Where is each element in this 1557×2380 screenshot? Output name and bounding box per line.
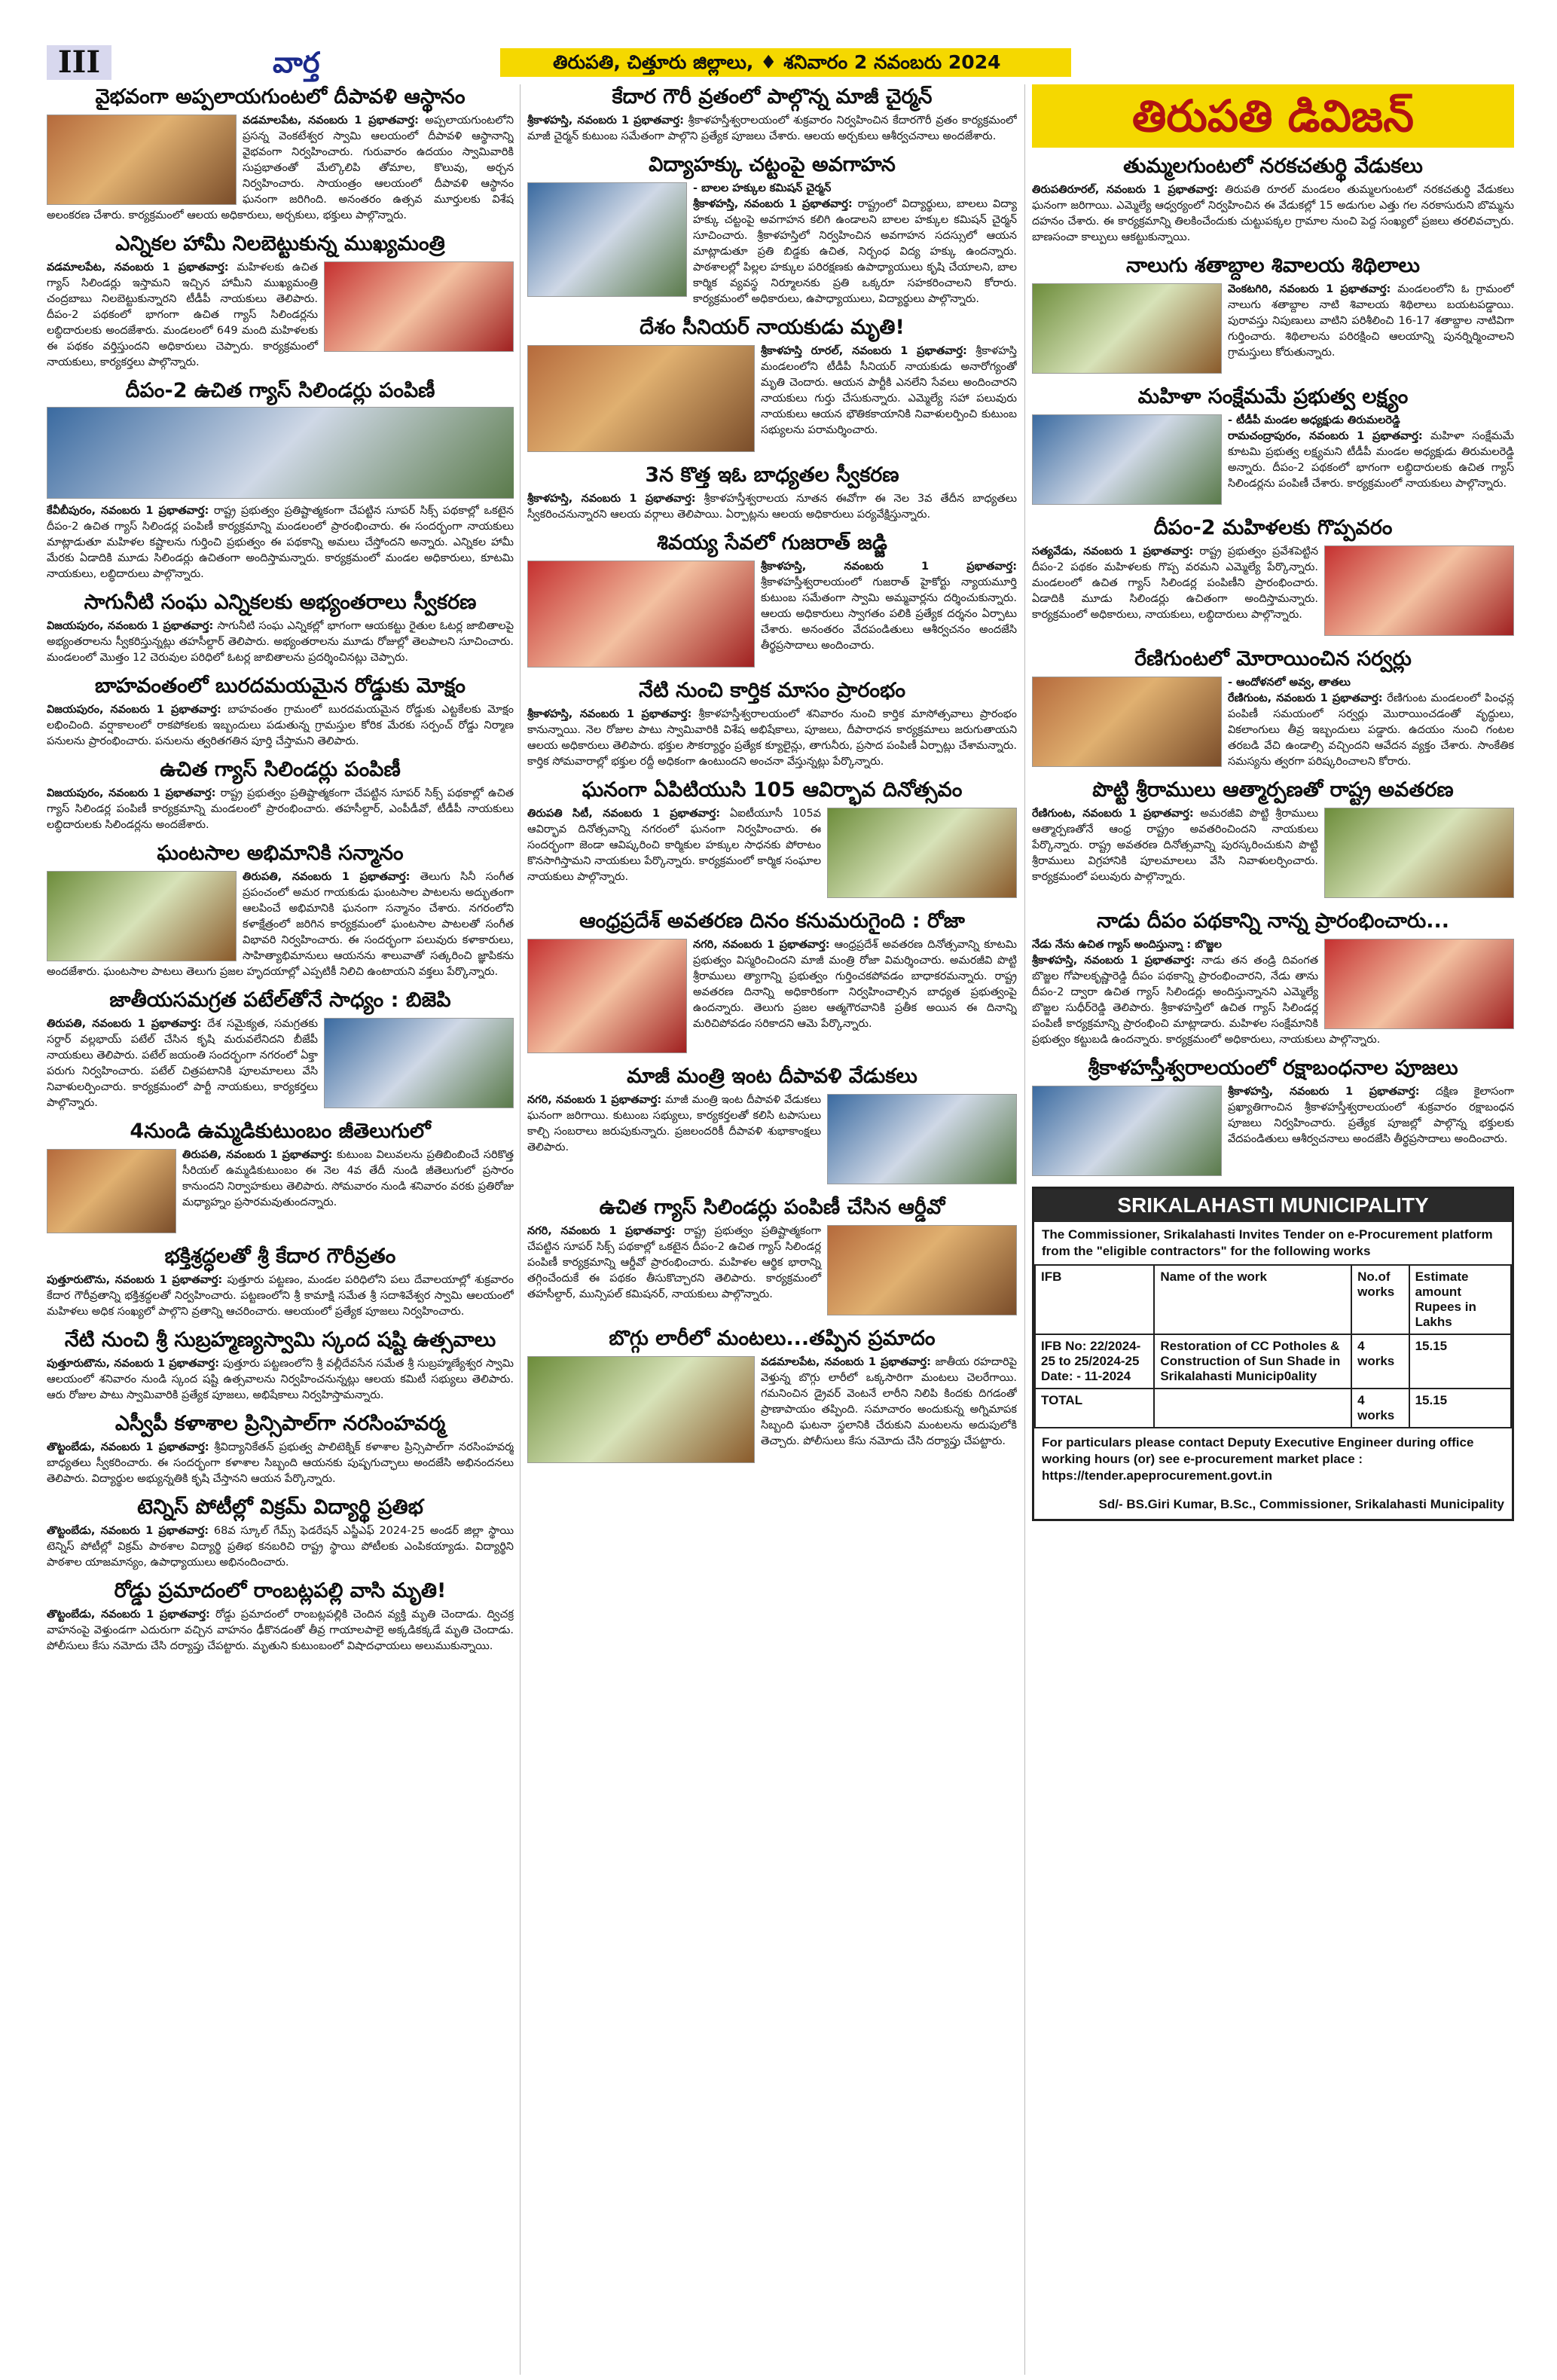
article — [47, 1119, 514, 1236]
article — [47, 590, 514, 666]
article — [1032, 384, 1514, 508]
subline: నేడు నేను ఉచిత గ్యాస్ అందిస్తున్నా : బొజ్జల — [1032, 939, 1222, 951]
headline: టెన్నిస్ పోటీల్లో విక్రమ్ విద్యార్థి ప్రతిభ — [137, 1496, 423, 1519]
empty-cell — [1154, 1389, 1351, 1428]
article — [527, 84, 1017, 145]
news-photo — [527, 345, 755, 452]
ad-title: SRIKALAHASTI MUNICIPALITY — [1034, 1189, 1512, 1222]
news-photo — [1032, 283, 1222, 374]
column-divider — [520, 84, 521, 2375]
headline: బాహవంతంలో బురదమయమైన రోడ్డుకు మోక్షం — [95, 674, 466, 698]
dateline: విజయపురం, నవంబరు 1 ప్రభాతవార్త: — [47, 620, 214, 632]
headline: రోడ్డు ప్రమాదంలో రాంబట్లపల్లి వాసి మృతి! — [114, 1579, 447, 1602]
page-header — [47, 45, 1507, 80]
table-header-row — [1035, 1265, 1511, 1334]
article — [527, 152, 1017, 307]
body-text: పుత్తూరు పట్టణంలోని శ్రీ వల్లీదేవసేన సమేత శ్రీ సుబ్రహ్మణ్యేశ్వర స్వామి ఆలయంలో శనివారం నుండి స్కంద షష్టి ఉత్సవాలను నిర్వహించనున్నట్లు ఆలయ కమిటీ సభ్యులు తెలిపారు. ఆరు రోజుల పాటు స్వామివారికి ప్రత్యేక పూజలు, అభిషేకాలు నిర్వహిస్తామన్నారు. — [47, 1358, 514, 1401]
headline: జాతీయసమగ్రత పటేల్‌తోనే సాధ్యం : బిజెపి — [109, 988, 451, 1012]
column-divider — [1024, 84, 1025, 2375]
article — [47, 378, 514, 582]
article — [47, 231, 514, 371]
page-number: III — [47, 45, 111, 80]
news-photo — [47, 407, 514, 499]
article-body — [527, 491, 1017, 523]
article — [47, 674, 514, 750]
headline: శివయ్య సేవలో గుజరాత్ జడ్జి — [657, 531, 887, 555]
body-text: కుటుంబ విలువలను ప్రతిబింబించే సరికొత్త సీరియల్ ఉమ్మడికుటుంబం ఈ నెల 4వ తేదీ నుండి జీతెలుగులో ప్రసారం కానుందని నిర్వాహకులు తెలిపారు. సోమవారం నుండి శనివారం వరకు ప్రతిరోజు మధ్యాహ్నం ప్రసారమవుతుందన్నారు. — [182, 1149, 514, 1208]
article-body — [47, 503, 514, 582]
news-photo — [1032, 677, 1222, 767]
body-text: మాజీ మంత్రి ఇంట దీపావళి వేడుకలు ఘనంగా జరిగాయి. కుటుంబ సభ్యులు, కార్యకర్తలతో కలిసి టపాసులు కాల్చి సంబరాలు జరుపుకున్నారు. ప్రజలందరికీ దీపావళి శుభాకాంక్షలు తెలిపారు. — [527, 1094, 821, 1153]
article — [1032, 253, 1514, 377]
dateline: శ్రీకాళహస్తి, నవంబరు 1 ప్రభాతవార్త: — [527, 493, 696, 505]
dateline: పుత్తూరుటౌను, నవంబరు 1 ప్రభాతవార్త: — [47, 1274, 223, 1286]
body-text: అమరజీవి పొట్టి శ్రీరాములు ఆత్మార్పణతోనే ఆంధ్ర రాష్ట్రం అవతరించిందని నాయకులు పేర్కొన్నారు. రాష్ట్ర అవతరణ దినోత్సవాన్ని పురస్కరించుకుని పొట్టి శ్రీరాములు విగ్రహానికి పూలమాలలు వేసి నివాళులర్పించారు. కార్యక్రమంలో పలువురు పాల్గొన్నారు. — [1032, 808, 1319, 883]
body-text: శ్రీకాళహస్తీశ్వరాలయంలో శుక్రవారం నిర్వహించిన కేదారగౌరీ వ్రతం కార్యక్రమంలో మాజీ చైర్మన్ కుటుంబ సమేతంగా పాల్గొని ప్రత్యేక పూజలు చేశారు. ఆలయ అర్చకులు ఆశీర్వచనాలు అందజేశారు. — [527, 115, 1017, 142]
amount-cell: 15.15 — [1409, 1334, 1511, 1389]
headline: విద్యాహక్కు చట్టంపై అవగాహన — [649, 153, 896, 176]
dateline: శ్రీకాళహస్తి, నవంబరు 1 ప్రభాతవార్త: — [1228, 1086, 1420, 1098]
body-text: రాష్ట్ర ప్రభుత్వం ప్రతిష్టాత్మకంగా చేపట్టిన సూపర్ సిక్స్ పథకాల్లో ఒకటైన దీపం-2 ఉచిత గ్యాస్ సిలిండర్ల పంపిణీ కార్యక్రమాన్ని ఆర్డీవో ప్రారంభించారు. మహిళల ఆర్థిక భారాన్ని తగ్గించేందుకే ఈ పథకం తీసుకొచ్చారని తెలిపారు. కార్యక్రమంలో తహసీల్దార్, మున్సిపల్ కమిషనర్, నాయకులు పాల్గొన్నారు. — [527, 1225, 822, 1300]
article-body — [47, 786, 514, 833]
news-photo — [47, 1149, 176, 1233]
body-text: శ్రీకాళహస్తి మండలంలోని టీడీపీ సీనియర్ నాయకుడు అనారోగ్యంతో మృతి చెందారు. ఆయన పార్టీకి ఎనలేని సేవలు అందించారని నాయకులు గుర్తు చేసుకున్నారు. ఎమ్మెల్యే సహా పలువురు నాయకులు ఆయన భౌతికకాయానికి నివాళులర్పించి కుటుంబ సభ్యులను పరామర్శించారు. — [761, 345, 1017, 436]
article-body — [47, 1440, 514, 1487]
portrait-photo — [527, 939, 687, 1053]
news-photo — [324, 1018, 514, 1108]
article-body — [47, 1607, 514, 1654]
dateline: శ్రీకాళహస్తి, నవంబరు 1 ప్రభాతవార్త: — [1032, 955, 1195, 967]
dateline: నగరి, నవంబరు 1 ప్రభాతవార్త: — [527, 1094, 662, 1106]
total-label: TOTAL — [1035, 1389, 1154, 1428]
body-text: పుత్తూరు పట్టణం, మండల పరిధిలోని పలు దేవాలయాల్లో శుక్రవారం కేదార గౌరీవ్రతాన్ని భక్తిశ్రద్ధలతో నిర్వహించారు. పట్టణంలోని శ్రీ కామాక్షి సమేత శ్రీ సదాశివేశ్వర స్వామి ఆలయంలో మహిళలు అధిక సంఖ్యలో పాల్గొని వ్రతాన్ని ఆచరించారు. ఆలయంలో ప్రత్యేక పూజలు నిర్వహించారు. — [47, 1274, 514, 1318]
news-photo — [1324, 545, 1514, 636]
headline: ఉచిత గ్యాస్ సిలిండర్లు పంపిణీ — [160, 758, 401, 781]
subline: - టీడీపీ మండల అధ్యక్షుడు తిరుమలరెడ్డి — [1228, 414, 1400, 426]
body-text: శ్రీకాళహస్తీశ్వరాలయంలో గుజరాత్ హైకోర్టు న్యాయమూర్తి కుటుంబ సమేతంగా స్వామి అమ్మవార్లను దర్శించుకున్నారు. ఆలయ అధికారులు స్వాగతం పలికి ప్రత్యేక దర్శనం ఏర్పాటు చేశారు. అనంతరం వేదపండితులు ఆశీర్వచనం అందజేసి తీర్థప్రసాదాలు అందించారు. — [761, 576, 1017, 652]
dateline: వడమాలపేట, నవంబరు 1 ప్రభాతవార్త: — [761, 1356, 931, 1368]
ad-signature: Sd/- BS.Giri Kumar, B.Sc., Commissioner, Srikalahasti Municipality — [1098, 1497, 1504, 1511]
news-photo — [47, 871, 237, 961]
dateline: శ్రీకాళహస్తి, నవంబరు 1 ప్రభాతవార్త: — [527, 115, 684, 127]
headline: పొట్టి శ్రీరాములు ఆత్మార్పణతో రాష్ట్ర అవతరణ — [1092, 778, 1454, 802]
headline: ఎన్నికల హామీ నిలబెట్టుకున్న ముఖ్యమంత్రి — [115, 232, 445, 255]
column-1 — [47, 84, 514, 2378]
article — [527, 530, 1017, 671]
article — [47, 841, 514, 980]
news-photo — [827, 1225, 1017, 1315]
dateline: కేవీబీపురం, నవంబరు 1 ప్రభాతవార్త: — [47, 505, 209, 517]
dateline: రేణిగుంట, నవంబరు 1 ప్రభాతవార్త: — [1032, 808, 1194, 820]
article — [47, 1327, 514, 1404]
news-photo — [1324, 808, 1514, 898]
headline: ఘనంగా ఏపిటియుసి 105 ఆవిర్భావ దినోత్సవం — [582, 778, 963, 802]
headline: కేదార గౌరీ వ్రతంలో పాల్గొన్న మాజీ చైర్మన్ — [612, 85, 933, 108]
body-text: శ్రీకాళహస్తీశ్వరాలయంలో శనివారం నుంచి కార్తిక మాసోత్సవాలు ప్రారంభం కానున్నాయి. నెల రోజుల పాటు స్వామివారికి విశేష అభిషేకాలు, పూజలు, దీపారాధన కార్యక్రమాలు జరుగుతాయని ఆలయ అధికారులు తెలిపారు. భక్తుల సౌకర్యార్థం ప్రత్యేక క్యూలైన్లు, తాగునీరు, ప్రసాద పంపిణీ ఏర్పాట్లు చేశామన్నారు. కార్తిక సోమవారాల్లో భక్తుల రద్దీ అధికంగా ఉంటుందని అంచనా వేస్తున్నట్లు పేర్కొన్నారు. — [527, 708, 1017, 768]
article — [47, 1578, 514, 1654]
dateline: నగరి, నవంబరు 1 ప్రభాతవార్త: — [693, 939, 830, 951]
article — [47, 1244, 514, 1320]
article — [47, 1411, 514, 1487]
portrait-photo — [527, 182, 687, 297]
table-row — [1035, 1334, 1511, 1389]
subline: - బాలల హక్కుల కమిషన్ చైర్మన్ — [693, 182, 832, 194]
dateline: రామచంద్రాపురం, నవంబరు 1 ప్రభాతవార్త: — [1228, 430, 1423, 442]
headline: ఎస్వీపీ కళాశాల ప్రిన్సిపాల్‌గా నరసింహవర్మ — [114, 1412, 446, 1435]
dateline: తొట్టంబేడు, నవంబరు 1 ప్రభాతవార్త: — [47, 1609, 210, 1621]
article-body — [47, 1523, 514, 1571]
headline: ఘంటసాల అభిమానికి సన్మానం — [157, 842, 404, 865]
news-photo — [527, 1356, 755, 1463]
news-photo — [827, 1094, 1017, 1184]
body-text: జాతీయ రహదారిపై వెళ్తున్న బొగ్గు లారీలో ఒక్కసారిగా మంటలు చెలరేగాయి. గమనించిన డ్రైవర్ వెంటనే లారీని నిలిపి కిందకు దిగడంతో ప్రాణాపాయం తప్పింది. సమాచారం అందుకున్న అగ్నిమాపక సిబ్బంది ఘటనా స్థలానికి చేరుకుని మంటలను అదుపులోకి తెచ్చారు. పోలీసులు కేసు నమోదు చేసి దర్యాప్తు చేపట్టారు. — [761, 1356, 1017, 1447]
headline: నేటి నుంచి శ్రీ సుబ్రహ్మణ్యస్వామి స్కంద షష్టి ఉత్సవాలు — [64, 1328, 496, 1352]
dateline: తిరుపతి, నవంబరు 1 ప్రభాతవార్త: — [243, 871, 411, 883]
article — [1032, 778, 1514, 901]
body-text: ఏఐటీయూసీ 105వ ఆవిర్భావ దినోత్సవాన్ని నగరంలో ఘనంగా నిర్వహించారు. ఈ సందర్భంగా జెండా ఆవిష్కరించి కార్మికుల హక్కుల సాధనకు పోరాటం కొనసాగిస్తామని నాయకులు పేర్కొన్నారు. కార్యక్రమంలో కార్మిక సంఘాల నాయకులు పాల్గొన్నారు. — [527, 808, 821, 883]
body-text: రాష్ట్ర ప్రభుత్వం ప్రవేశపెట్టిన దీపం-2 పథకం మహిళలకు గొప్ప వరమని ఎమ్మెల్యే పేర్కొన్నారు. మండలంలో ఉచిత గ్యాస్ సిలిండర్ల పంపిణీని ప్రారంభించారు. ఏడాదికి మూడు సిలిండర్లు ఉచితంగా అందిస్తామన్నారు. కార్యక్రమంలో అధికారులు, నాయకులు, లబ్ధిదారులు పాల్గొన్నారు. — [1032, 545, 1319, 621]
news-photo — [324, 261, 514, 352]
body-text: మండలంలోని ఓ గ్రామంలో నాలుగు శతాబ్దాల నాటి శివాలయ శిథిలాలు బయటపడ్డాయి. పురావస్తు నిపుణులు వాటిని పరిశీలించి 16-17 శతాబ్దాల నాటివిగా గుర్తించారు. శిథిలాలను పరిరక్షించి ఆలయాన్ని పునర్నిర్మించాలని గ్రామస్తులు కోరుతున్నారు. — [1228, 283, 1514, 359]
body-text: రాష్ట్ర ప్రభుత్వం ప్రతిష్టాత్మకంగా చేపట్టిన సూపర్ సిక్స్ పథకాల్లో ఒకటైన దీపం-2 ఉచిత గ్యాస్ సిలిండర్ల పంపిణీ కార్యక్రమాన్ని మండలంలో ప్రారంభించారు. ఈ సందర్భంగా నాయకులు మాట్లాడుతూ మహిళల కష్టాలను గుర్తించి ప్రభుత్వం ఈ పథకాన్ని అమలు చేస్తోందని అన్నారు. ఎన్నికల హామీ మేరకు ఏడాదికి మూడు సిలిండర్లు ఉచితంగా అందిస్తామన్నారు. కార్యక్రమంలో మండల అధికారులు, కూటమి నాయకులు, లబ్ధిదారులు పాల్గొన్నారు. — [47, 505, 514, 580]
column-header: IFB — [1035, 1265, 1154, 1334]
edition-band: తిరుపతి, చిత్తూరు జిల్లాలు, ♦ శనివారం 2 నవంబరు 2024 — [500, 48, 1071, 77]
headline: దీపం-2 ఉచిత గ్యాస్ సిలిండర్లు పంపిణీ — [125, 379, 435, 402]
ad-note: For particulars please contact Deputy Executive Engineer during office working hours (or) see e-procurement market place : https://tender.apeprocurement.govt.in — [1042, 1435, 1474, 1483]
ifb-cell: IFB No: 22/2024-25 to 25/2024-25 Date: - 11-2024 — [1035, 1334, 1154, 1389]
body-text: నాడు తన తండ్రి దివంగత బొజ్జల గోపాలకృష్ణారెడ్డి దీపం పథకాన్ని ప్రారంభించారని, నేడు తాను దీపం-2 ద్వారా ఉచిత గ్యాస్ సిలిండర్లు అందిస్తున్నానని ఎమ్మెల్యే బొజ్జల సుధీర్‌రెడ్డి తెలిపారు. శ్రీకాళహస్తిలో ఉచిత గ్యాస్ సిలిండర్ల పంపిణీ కార్యక్రమాన్ని ప్రారంభించి మాట్లాడారు. మహిళల సంక్షేమానికి ప్రభుత్వం కట్టుబడి ఉందన్నారు. కార్యక్రమంలో అధికారులు, నాయకులు పాల్గొన్నారు. — [1032, 955, 1381, 1046]
headline: దీపం-2 మహిళలకు గొప్పవరం — [1153, 516, 1393, 539]
subline: - ఆందోళనలో అవ్వ, తాతలు — [1228, 677, 1351, 689]
body-text: రాష్ట్రంలో విద్యార్థులు, బాలలు విద్యా హక్కు చట్టంపై అవగాహన కలిగి ఉండాలని బాలల హక్కుల కమిషన్ చైర్మన్ సూచించారు. శ్రీకాళహస్తిలో నిర్వహించిన అవగాహన సదస్సులో ఆయన మాట్లాడుతూ ప్రతి బిడ్డకు ఉచిత, నిర్బంధ విద్య హక్కు ఉందన్నారు. పాఠశాలల్లో పిల్లల హక్కుల పరిరక్షణకు ఉపాధ్యాయులు కృషి చేయాలని, బాల కార్మిక వ్యవస్థ నిర్మూలనకు ప్రతి ఒక్కరూ సహకరించాలని కోరారు. కార్యక్రమంలో అధికారులు, ఉపాధ్యాయులు, విద్యార్థులు పాల్గొన్నారు. — [693, 198, 1017, 305]
article — [527, 1195, 1017, 1318]
article — [47, 988, 514, 1111]
article-body — [47, 619, 514, 666]
headline: సాగునీటి సంఘ ఎన్నికలకు అభ్యంతరాలు స్వీకరణ — [84, 591, 477, 614]
article — [527, 778, 1017, 901]
dateline: శ్రీకాళహస్తి రూరల్, నవంబరు 1 ప్రభాతవార్త: — [761, 345, 967, 357]
article — [527, 1326, 1017, 1466]
article-body — [527, 707, 1017, 770]
body-text: శ్రీకాళహస్తీశ్వరాలయ నూతన ఈవోగా ఈ నెల 3వ తేదీన బాధ్యతలు స్వీకరించనున్నారని ఆలయ వర్గాలు తెలిపాయి. ఏర్పాట్లను ఆలయ అధికారులు పర్యవేక్షిస్తున్నారు. — [527, 493, 1017, 521]
headline: నేటి నుంచి కార్తిక మాసం ప్రారంభం — [638, 679, 906, 702]
body-text: అప్పలాయగుంటలోని ప్రసన్న వెంకటేశ్వర స్వామి ఆలయంలో దీపావళి ఆస్థానాన్ని వైభవంగా నిర్వహించారు. గురువారం ఉదయం స్వామివారికి సుప్రభాతంతో మేల్కొలిపి తోమాల, కొలువు, అర్చన నిర్వహించారు. సాయంత్రం ఆలయంలో దీపావళి ఆస్థానం ఘనంగా జరిగింది. అనంతరం ఉత్సవ మూర్తులకు విశేష అలంకరణ చేశారు. కార్యక్రమంలో ఆలయ అధికారులు, అర్చకులు, భక్తులు పాల్గొన్నారు. — [47, 115, 514, 222]
article-body — [527, 113, 1017, 145]
body-text: రాష్ట్ర ప్రభుత్వం ప్రతిష్టాత్మకంగా చేపట్టిన సూపర్ సిక్స్ పథకాల్లో ఉచిత గ్యాస్ సిలిండర్ల పంపిణీ కార్యక్రమాన్ని మండలంలో ప్రారంభించారు. తహసీల్దార్, ఎంపీడీవో, టీడీపీ నాయకులు లబ్ధిదారులకు సిలిండర్లను అందజేశారు. — [47, 787, 514, 831]
article-body — [47, 1356, 514, 1404]
headline: బొగ్గు లారీలో మంటలు...తప్పిన ప్రమాదం — [609, 1327, 936, 1350]
division-title: తిరుపతి డివిజన్ — [1032, 84, 1514, 148]
headline: దేశం సీనియర్ నాయకుడు మృతి! — [640, 316, 905, 339]
headline: శ్రీకాళహస్తీశ్వరాలయంలో రక్షాబంధనాల పూజలు — [1088, 1056, 1458, 1080]
body-text: మహిళలకు ఉచిత గ్యాస్ సిలిండర్లు ఇస్తామని ఇచ్చిన హామీని ముఖ్యమంత్రి చంద్రబాబు నిలబెట్టుకున్నారని టీడీపీ నాయకులు తెలిపారు. దీపం-2 పథకంలో భాగంగా ఉచిత గ్యాస్ సిలిండర్లను లబ్ధిదారులకు అందజేశారు. మండలంలో 649 మంది మహిళలకు ఈ పథకం వర్తిస్తుందని అధికారులు చెప్పారు. కార్యక్రమంలో నాయకులు, కార్యకర్తలు పాల్గొన్నారు. — [47, 261, 319, 368]
headline: వైభవంగా అప్పలాయగుంటలో దీపావళి ఆస్థానం — [95, 85, 466, 108]
body-text: తిరుపతి రూరల్ మండలం తుమ్మలగుంటలో నరకచతుర్థి వేడుకలు ఘనంగా జరిగాయి. ఎమ్మెల్యే ఆధ్వర్యంలో నిర్వహించిన ఈ వేడుకల్లో 15 అడుగుల ఎత్తు గల నరకాసురుని బొమ్మను దహనం చేశారు. ఈ కార్యక్రమాన్ని తిలకించేందుకు చుట్టుపక్కల గ్రామాల నుంచి పెద్ద సంఖ్యలో ప్రజలు తరలివచ్చారు. బాణసంచా కాల్పులు ఆకట్టుకున్నాయి. — [1032, 184, 1514, 243]
dateline: సత్యవేడు, నవంబరు 1 ప్రభాతవార్త: — [1032, 545, 1194, 558]
body-text: సాగునీటి సంఘ ఎన్నికల్లో భాగంగా ఆయకట్టు రైతుల ఓటర్ల జాబితాలపై అభ్యంతరాలను స్వీకరిస్తున్నట్లు తహసీల్దార్ తెలిపారు. అభ్యంతరాలను మూడు రోజుల్లో తెలపాలని సూచించారు. మండలంలో మొత్తం 12 చెరువుల పరిధిలో ఓటర్ల జాబితాలను ప్రదర్శించినట్లు చెప్పారు. — [47, 620, 514, 664]
dateline: వడమాలపేట, నవంబరు 1 ప్రభాతవార్త: — [47, 261, 229, 273]
headline: భక్తిశ్రద్ధలతో శ్రీ కేదార గౌరీవ్రతం — [164, 1245, 396, 1268]
body-text: రోడ్డు ప్రమాదంలో రాంబట్లపల్లికి చెందిన వ్యక్తి మృతి చెందాడు. ద్విచక్ర వాహనంపై వెళ్తుండగా ఎదురుగా వచ్చిన వాహనం ఢీకొనడంతో తీవ్ర గాయాలపాలై అక్కడికక్కడే మృతి చెందాడు. పోలీసులు కేసు నమోదు చేసి దర్యాప్తు చేపట్టారు. మృతుని కుటుంబంలో విషాదఛాయలు అలుముకున్నాయి. — [47, 1609, 514, 1652]
article-body — [47, 1272, 514, 1320]
news-photo — [1324, 939, 1514, 1029]
headline: తుమ్మలగుంటలో నరకచతుర్థి వేడుకలు — [1123, 154, 1423, 178]
article — [47, 757, 514, 833]
paper-name: వార్త — [273, 46, 320, 79]
column-header: No.of works — [1351, 1265, 1409, 1334]
column-2 — [527, 84, 1017, 2378]
article — [47, 84, 514, 224]
column-3 — [1032, 84, 1514, 2378]
article — [527, 463, 1017, 523]
article — [1032, 646, 1514, 770]
body-text: బాహవంతం గ్రామంలో బురదమయమైన రోడ్డుకు ఎట్టకేలకు మోక్షం లభించింది. వర్షాకాలంలో రాకపోకలకు ఇబ్బందులు పడుతున్న గ్రామస్తుల కోరిక మేరకు సర్పంచ్ రోడ్డు నిర్మాణ పనులను ప్రారంభించారు. పనులను త్వరితగతిన పూర్తి చేస్తామని తెలిపారు. — [47, 704, 514, 747]
dateline: రేణిగుంట, నవంబరు 1 ప్రభాతవార్త: — [1228, 692, 1383, 704]
dateline: తిరుపతి, నవంబరు 1 ప్రభాతవార్త: — [47, 1018, 202, 1030]
dateline: నగరి, నవంబరు 1 ప్రభాతవార్త: — [527, 1225, 676, 1237]
dateline: విజయపురం, నవంబరు 1 ప్రభాతవార్త: — [47, 704, 221, 716]
body-text: దక్షిణ కైలాసంగా ప్రఖ్యాతిగాంచిన శ్రీకాళహస్తీశ్వరాలయంలో శుక్రవారం రక్షాబంధన పూజలు నిర్వహించారు. ప్రత్యేక పూజల్లో పాల్గొన్న భక్తులకు వేదపండితులు ఆశీర్వచనాలు అందజేసి తీర్థప్రసాదాలు అందించారు. — [1228, 1086, 1514, 1145]
body-text: ఆంధ్రప్రదేశ్ అవతరణ దినోత్సవాన్ని కూటమి ప్రభుత్వం విస్మరించిందని మాజీ మంత్రి రోజా విమర్శించారు. అమరజీవి పొట్టి శ్రీరాములు త్యాగాన్ని ప్రభుత్వం గుర్తించకపోవడం బాధాకరమన్నారు. రాష్ట్ర అవతరణ దినాన్ని అధికారికంగా నిర్వహించాల్సిన బాధ్యత ప్రభుత్వంపై ఉందన్నారు. తెలుగు ప్రజల ఆత్మగౌరవానికి ప్రతీక అయిన ఈ దినాన్ని మరిచిపోవడం సరికాదని ఆమె పేర్కొన్నారు. — [693, 939, 1017, 1030]
article-body — [1032, 182, 1514, 246]
dateline: శ్రీకాళహస్తి, నవంబరు 1 ప్రభాతవార్త: — [527, 708, 692, 720]
body-text: శ్రీవిద్యానికేతన్ ప్రభుత్వ పాలిటెక్నిక్ కళాశాల ప్రిన్సిపాల్‌గా నరసింహవర్మ బాధ్యతలు స్వీకరించారు. ఈ సందర్భంగా కళాశాల సిబ్బంది ఆయనకు పుష్పగుచ్ఛాలు అందజేసి అభినందనలు తెలిపారు. విద్యార్థుల అభ్యున్నతికి కృషి చేస్తానని ఆయన పేర్కొన్నారు. — [47, 1441, 514, 1485]
body-text: రేణిగుంట మండలంలో పింఛన్ల పంపిణీ సమయంలో సర్వర్లు మొరాయించడంతో వృద్ధులు, వికలాంగులు తీవ్ర ఇబ్బందులు పడ్డారు. ఉదయం నుంచి గంటల తరబడి వేచి ఉండాల్సి వచ్చిందని ఆవేదన వ్యక్తం చేశారు. సాంకేతిక సమస్యను త్వరగా పరిష్కరించాలని కోరారు. — [1228, 692, 1514, 768]
article — [527, 1064, 1017, 1187]
column-header: Name of the work — [1154, 1265, 1351, 1334]
tender-table — [1034, 1264, 1512, 1428]
article — [1032, 154, 1514, 246]
body-text: మహిళా సంక్షేమమే కూటమి ప్రభుత్వ లక్ష్యమని టీడీపీ మండల అధ్యక్షుడు తిరుమలరెడ్డి అన్నారు. దీపం-2 పథకంలో భాగంగా లబ్ధిదారులకు ఉచిత గ్యాస్ సిలిండర్లను పంపిణీ చేశారు. కార్యక్రమంలో నాయకులు పాల్గొన్నారు. — [1228, 430, 1514, 490]
dateline: వెంకటగిరి, నవంబరు 1 ప్రభాతవార్త: — [1228, 283, 1391, 295]
dateline: పుత్తూరుటౌను, నవంబరు 1 ప్రభాతవార్త: — [47, 1358, 220, 1370]
article — [527, 315, 1017, 455]
headline: రేణిగుంటలో మోరాయించిన సర్వర్లు — [1134, 647, 1412, 671]
headline: నాలుగు శతాబ్దాల శివాలయ శిథిలాలు — [1126, 254, 1420, 277]
count-cell: 4 works — [1351, 1334, 1409, 1389]
article — [527, 678, 1017, 770]
article — [527, 909, 1017, 1056]
article-body — [47, 702, 514, 750]
headline: మహిళా సంక్షేమమే ప్రభుత్వ లక్ష్యం — [1137, 385, 1409, 408]
news-photo — [827, 808, 1017, 898]
tender-advertisement — [1032, 1187, 1514, 1521]
article — [1032, 515, 1514, 639]
article — [1032, 909, 1514, 1048]
dateline: విజయపురం, నవంబరు 1 ప్రభాతవార్త: — [47, 787, 216, 799]
dateline: తొట్టంబేడు, నవంబరు 1 ప్రభాతవార్త: — [47, 1525, 209, 1537]
body-text: 68వ స్కూల్ గేమ్స్ ఫెడరేషన్ ఎస్జీఎఫ్ 2024-25 అండర్ జిల్లా స్థాయి టెన్నిస్ పోటీల్లో విక్రమ్ పాఠశాల విద్యార్థి ప్రతిభ కనబరిచి రాష్ట్ర స్థాయి పోటీలకు ఎంపికయ్యాడు. విద్యార్థిని పాఠశాల యాజమాన్యం, ఉపాధ్యాయులు అభినందించారు. — [47, 1525, 514, 1569]
dateline: శ్రీకాళహస్తి, నవంబరు 1 ప్రభాతవార్త: — [693, 198, 853, 210]
column-header: Estimate amount Rupees in Lakhs — [1409, 1265, 1511, 1334]
dateline: తిరుపతి, నవంబరు 1 ప్రభాతవార్త: — [182, 1149, 333, 1161]
dateline: వడమాలపేట, నవంబరు 1 ప్రభాతవార్త: — [243, 115, 419, 127]
dateline: తొట్టంబేడు, నవంబరు 1 ప్రభాతవార్త: — [47, 1441, 209, 1453]
dateline: తిరుపతి సిటీ, నవంబరు 1 ప్రభాతవార్త: — [527, 808, 721, 820]
headline: మాజీ మంత్రి ఇంట దీపావళి వేడుకలు — [627, 1065, 917, 1088]
headline: 3న కొత్త ఇఓ బాధ్యతల స్వీకరణ — [645, 463, 899, 487]
total-row — [1035, 1389, 1511, 1428]
news-photo — [47, 115, 237, 205]
news-photo — [527, 561, 755, 668]
news-photo — [1032, 1086, 1222, 1176]
headline: ఉచిత గ్యాస్ సిలిండర్లు పంపిణీ చేసిన ఆర్డీవో — [599, 1196, 945, 1219]
dateline: తిరుపతిరూరల్, నవంబరు 1 ప్రభాతవార్త: — [1032, 184, 1219, 196]
body-text: తెలుగు సినీ సంగీత ప్రపంచంలో అమర గాయకుడు ఘంటసాల పాటలను అద్భుతంగా ఆలపించే అభిమానికి ఘనంగా సన్మానం చేశారు. నగరంలోని కళాక్షేత్రంలో జరిగిన కార్యక్రమంలో ఘంటసాల పాటలతో సంగీత విభావరి నిర్వహించారు. ఈ సందర్భంగా పలువురు కళాకారులు, సాహిత్యాభిమానులు ఆయనను శాలువాతో సత్కరించి జ్ఞాపికను అందజేశారు. ఘంటసాల పాటలు తెలుగు ప్రజల హృదయాల్లో ఎప్పటికీ నిలిచి ఉంటాయని వక్తలు పేర్కొన్నారు. — [47, 871, 514, 978]
news-photo — [1032, 414, 1222, 505]
article — [47, 1495, 514, 1571]
dateline: శ్రీకాళహస్తి, నవంబరు 1 ప్రభాతవార్త: — [761, 561, 1017, 573]
headline: ఆంధ్రప్రదేశ్ అవతరణ దినం కనుమరుగైంది : రోజా — [579, 909, 965, 933]
total-count: 4 works — [1351, 1389, 1409, 1428]
total-amount: 15.15 — [1409, 1389, 1511, 1428]
body-text: దేశ సమైక్యత, సమగ్రతకు సర్దార్ వల్లభాయ్ పటేల్ చేసిన కృషి మరువలేనిదని బీజేపీ నాయకులు తెలిపారు. పటేల్ జయంతి సందర్భంగా నగరంలో ఏక్తా పరుగు నిర్వహించారు. పటేల్ చిత్రపటానికి పూలమాలలు వేసి నివాళులర్పించారు. కార్యక్రమంలో పార్టీ నాయకులు, కార్యకర్తలు పాల్గొన్నారు. — [47, 1018, 319, 1109]
ad-intro: The Commissioner, Srikalahasti Invites Tender on e-Procurement platform from the "eligible contractors" for the following works — [1042, 1227, 1493, 1258]
article — [1032, 1056, 1514, 1179]
headline: 4నుండి ఉమ్మడికుటుంబం జీతెలుగులో — [130, 1120, 431, 1143]
work-cell: Restoration of CC Potholes & Construction of Sun Shade in Srikalahasti Municip0ality — [1154, 1334, 1351, 1389]
headline: నాడు దీపం పథకాన్ని నాన్న ప్రారంభించారు... — [1096, 909, 1450, 933]
